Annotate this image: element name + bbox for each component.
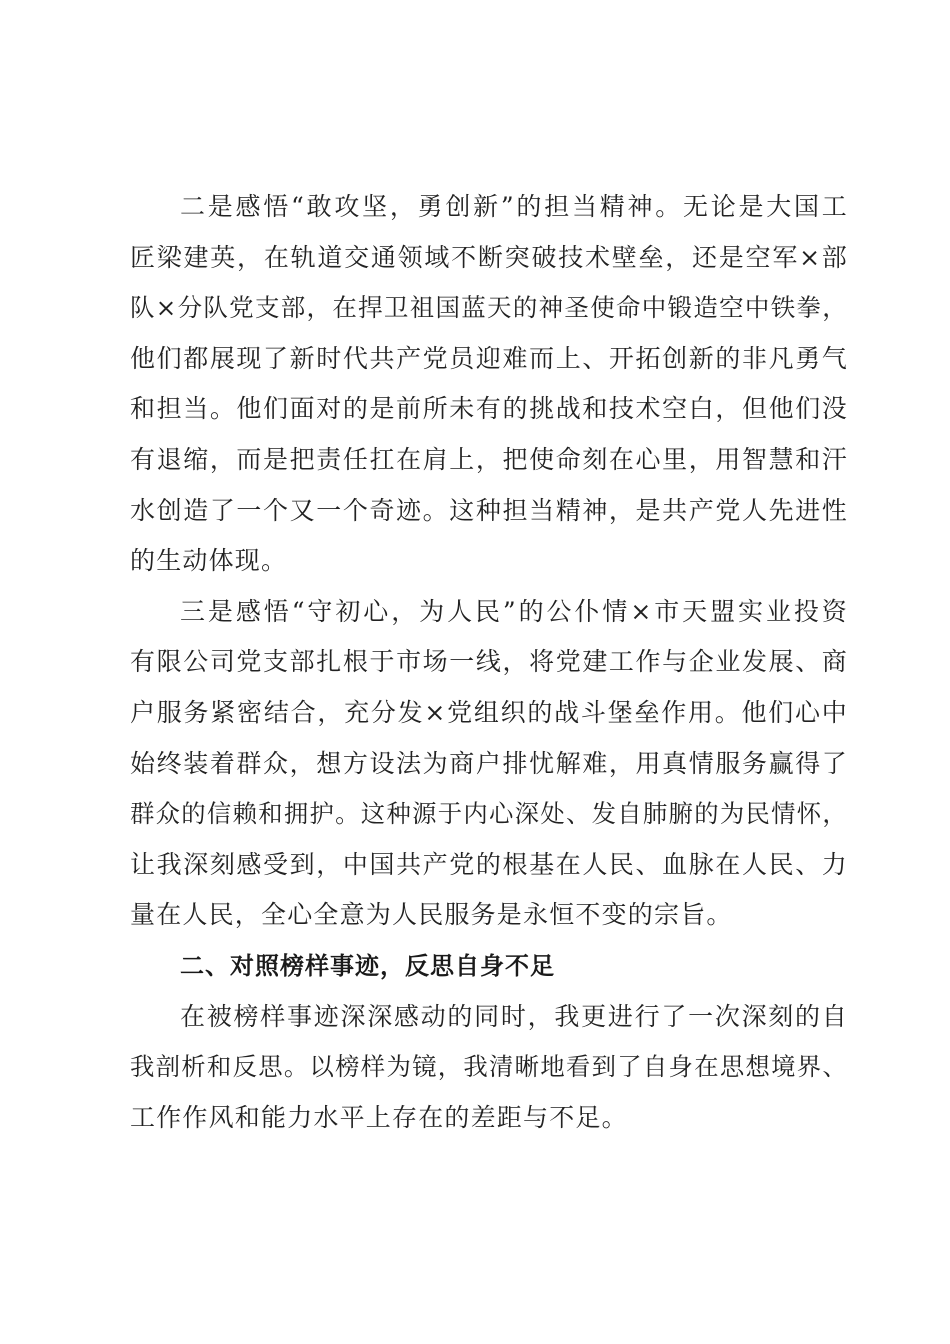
text-line: 和担当。他们面对的是前所未有的挑战和技术空白，但他们没 bbox=[130, 394, 848, 424]
paragraph-self-reflection bbox=[130, 992, 848, 1144]
text-line: 有退缩，而是把责任扛在肩上，把使命刻在心里，用智慧和汗 bbox=[130, 444, 848, 474]
text-line: 始终装着群众，想方设法为商户排忧解难，用真情服务赢得了 bbox=[130, 748, 848, 778]
section-heading: 二、对照榜样事迹，反思自身不足 bbox=[180, 951, 555, 980]
paragraph-serve-people bbox=[130, 587, 848, 941]
text-line: 他们都展现了新时代共产党员迎难而上、开拓创新的非凡勇气 bbox=[130, 343, 848, 373]
text-line: 群众的信赖和拥护。这种源于内心深处、发自肺腑的为民情怀， bbox=[130, 799, 848, 829]
text-line: 队×分队党支部，在捍卫祖国蓝天的神圣使命中锻造空中铁拳， bbox=[130, 293, 848, 323]
text-line: 工作作风和能力水平上存在的差距与不足。 bbox=[130, 1102, 628, 1132]
document-body bbox=[130, 182, 848, 1143]
text-line: 有限公司党支部扎根于市场一线，将党建工作与企业发展、商 bbox=[130, 647, 848, 677]
paragraph-innovation-spirit bbox=[130, 182, 848, 587]
text-line: 匠梁建英，在轨道交通领域不断突破技术壁垒，还是空军×部 bbox=[130, 242, 848, 272]
text-line: 我剖析和反思。以榜样为镜，我清晰地看到了自身在思想境界、 bbox=[130, 1052, 848, 1082]
text-line: 的生动体现。 bbox=[130, 546, 288, 576]
text-line: 水创造了一个又一个奇迹。这种担当精神，是共产党人先进性 bbox=[130, 495, 848, 525]
text-line: 量在人民，全心全意为人民服务是永恒不变的宗旨。 bbox=[130, 900, 733, 930]
text-line: 二是感悟“敢攻坚，勇创新”的担当精神。无论是大国工 bbox=[180, 192, 848, 221]
text-line: 三是感悟“守初心，为人民”的公仆情×市天盟实业投资 bbox=[180, 596, 848, 626]
text-line: 让我深刻感受到，中国共产党的根基在人民、血脉在人民、力 bbox=[130, 849, 848, 879]
text-line: 在被榜样事迹深深感动的同时，我更进行了一次深刻的自 bbox=[180, 1001, 848, 1031]
text-line: 户服务紧密结合，充分发×党组织的战斗堡垒作用。他们心中 bbox=[130, 697, 848, 727]
